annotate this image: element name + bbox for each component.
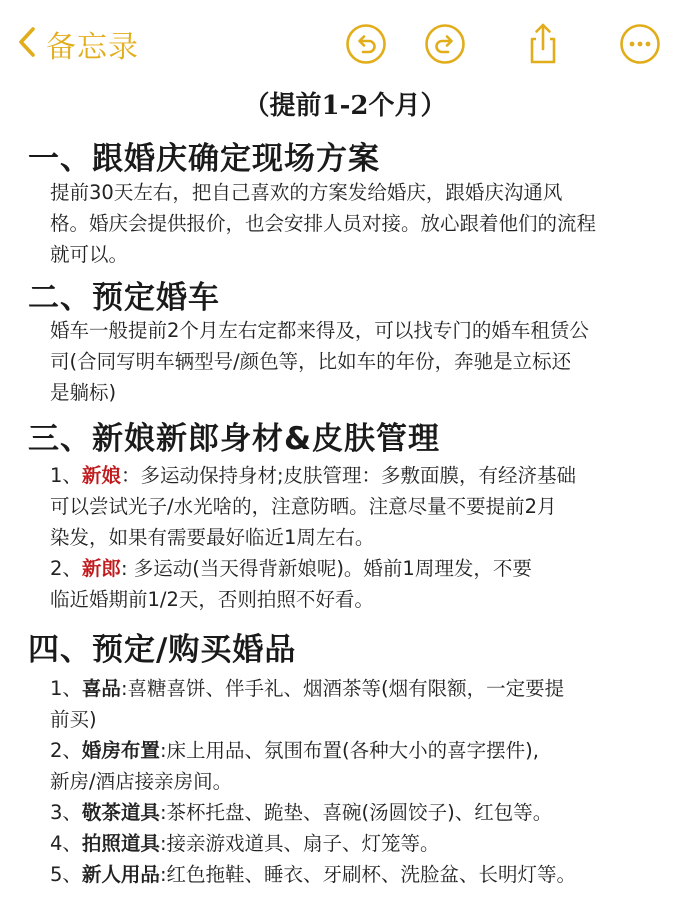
paragraph-line: 格。婚庆会提供报价，也会安排人员对接。放心跟着他们的流程 bbox=[50, 212, 597, 235]
redo-icon bbox=[423, 22, 467, 66]
list-item: 3、敬茶道具:茶杯托盘、跪垫、喜碗(汤圆饺子)、红包等。 bbox=[50, 801, 553, 824]
back-label: 备忘录 bbox=[46, 30, 139, 65]
list-item: 2、新郎: 多运动(当天得背新娘呢)。婚前1周理发，不要 bbox=[50, 557, 532, 580]
section-heading: 二、预定婚车 bbox=[28, 280, 220, 316]
paragraph-line: 婚车一般提前2个月左右定都来得及，可以找专门的婚车租赁公 bbox=[50, 319, 589, 342]
list-item-key: 新娘 bbox=[81, 464, 121, 487]
more-button[interactable] bbox=[618, 22, 662, 66]
paragraph-line: 提前30天左右，把自己喜欢的方案发给婚庆，跟婚庆沟通风 bbox=[50, 181, 563, 204]
list-item: 2、婚房布置:床上用品、氛围布置(各种大小的喜字摆件), bbox=[50, 739, 539, 762]
paragraph-line: 司(合同写明车辆型号/颜色等，比如车的年份，奔驰是立标还 bbox=[50, 350, 572, 373]
section-list bbox=[50, 460, 665, 615]
paragraph-line: 就可以。 bbox=[50, 243, 129, 266]
back-button[interactable] bbox=[14, 22, 139, 66]
undo-button[interactable] bbox=[344, 22, 388, 66]
list-item: 1、新娘：多运动保持身材;皮肤管理：多敷面膜，有经济基础 bbox=[50, 464, 577, 487]
note-body[interactable] bbox=[0, 84, 690, 126]
list-item-line: 临近婚期前1/2天，否则拍照不好看。 bbox=[50, 588, 374, 611]
list-item-key: 拍照道具 bbox=[81, 832, 160, 855]
share-button[interactable] bbox=[521, 22, 565, 66]
list-item: 1、喜品:喜糖喜饼、伴手礼、烟酒茶等(烟有限额，一定要提 bbox=[50, 677, 565, 700]
list-item-line: 可以尝试光子/水光啥的，注意防晒。注意尽量不要提前2月 bbox=[50, 495, 557, 518]
list-item: 5、新人用品:红色拖鞋、睡衣、牙刷杯、洗脸盆、长明灯等。 bbox=[50, 863, 577, 886]
chevron-left-icon bbox=[14, 24, 40, 64]
undo-icon bbox=[344, 22, 388, 66]
share-icon bbox=[521, 22, 565, 66]
more-icon bbox=[618, 22, 662, 66]
section-paragraph bbox=[50, 315, 665, 408]
section-heading: 一、跟婚庆确定现场方案 bbox=[28, 141, 380, 177]
list-item-key: 新郎 bbox=[81, 557, 121, 580]
navigation-bar bbox=[0, 0, 690, 88]
list-item-line: 染发，如果有需要最好临近1周左右。 bbox=[50, 526, 375, 549]
list-item-key: 敬茶道具 bbox=[81, 801, 160, 824]
list-item-line: 新房/酒店接亲房间。 bbox=[50, 770, 233, 793]
section-paragraph bbox=[50, 177, 665, 270]
list-item-key: 新人用品 bbox=[81, 863, 160, 886]
section-heading: 三、新娘新郎身材&皮肤管理 bbox=[28, 421, 441, 457]
list-item-key: 喜品 bbox=[81, 677, 121, 700]
section-list bbox=[50, 673, 665, 890]
list-item-line: 前买) bbox=[50, 708, 97, 731]
note-title: （提前1-2个月） bbox=[243, 91, 447, 121]
section-heading: 四、预定/购买婚品 bbox=[28, 632, 297, 668]
paragraph-line: 是躺标) bbox=[50, 381, 117, 404]
list-item: 4、拍照道具:接亲游戏道具、扇子、灯笼等。 bbox=[50, 832, 440, 855]
redo-button[interactable] bbox=[423, 22, 467, 66]
list-item-key: 婚房布置 bbox=[81, 739, 160, 762]
